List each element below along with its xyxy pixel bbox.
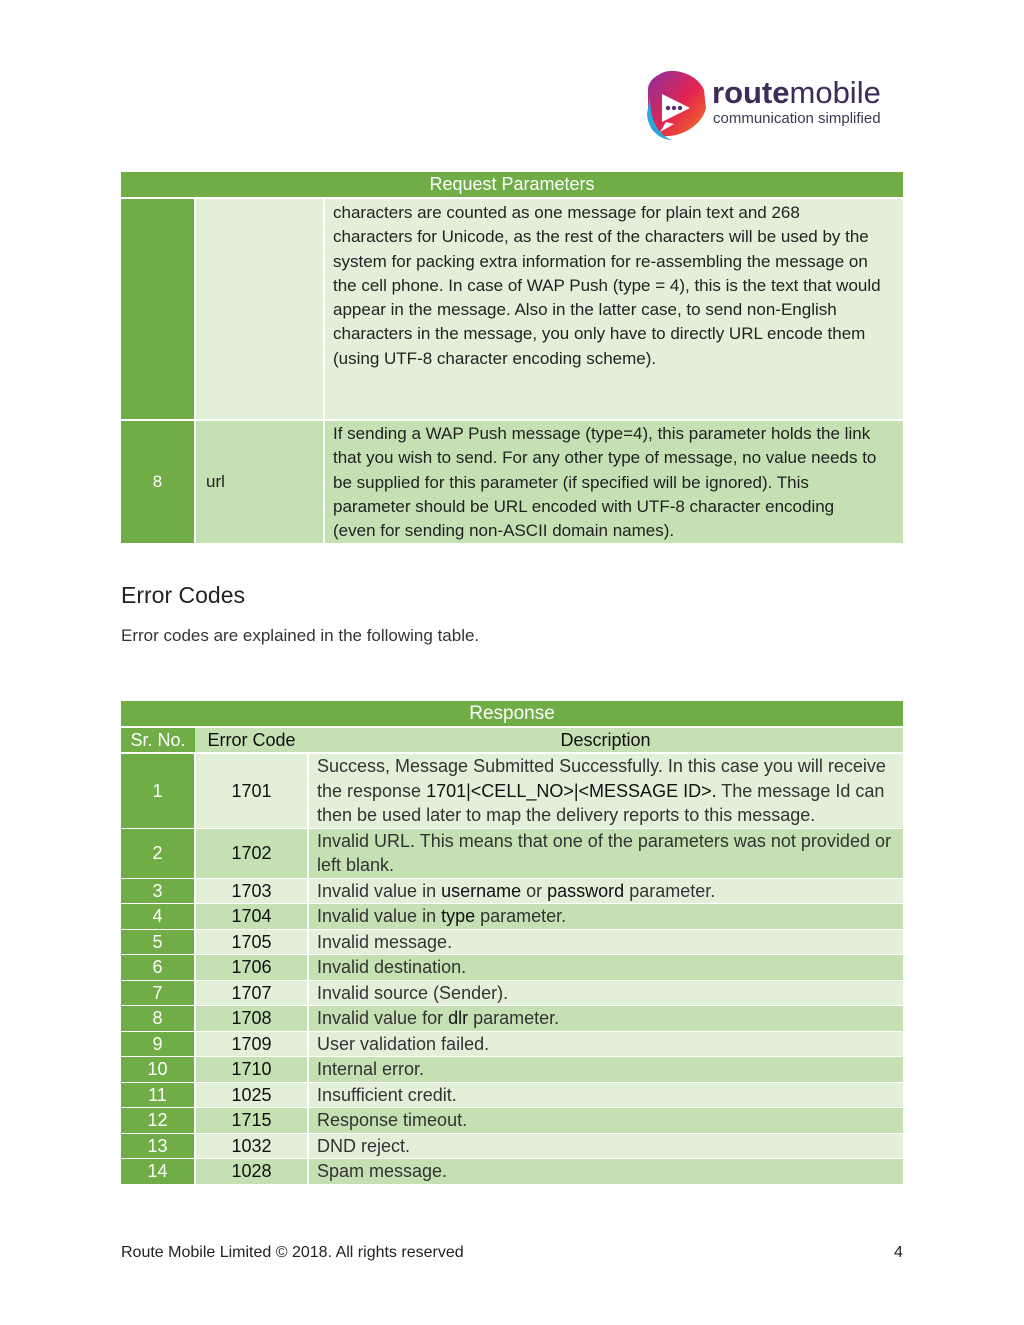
- sr-no-cell: 5: [121, 929, 195, 955]
- sr-no-cell: [121, 198, 195, 420]
- sr-no-cell: 8: [121, 1006, 195, 1032]
- table-row: [121, 904, 903, 930]
- description-text: parameter.: [624, 880, 716, 901]
- sr-no-cell: 1: [121, 753, 195, 828]
- parameter-name-cell: url: [195, 420, 324, 543]
- description-text: Internal error.: [317, 1059, 425, 1079]
- logo-word-light: mobile: [789, 75, 881, 110]
- description-cell: [308, 878, 903, 904]
- description-text: Success, Message Submitted Successfully. In this case you will receive the response: [317, 756, 886, 801]
- sr-no-cell: 9: [121, 1031, 195, 1057]
- logo-wordmark: [712, 76, 881, 110]
- error-code-cell: 1704: [195, 904, 308, 930]
- parameter-name-cell: [195, 198, 324, 420]
- response-table-title: Response: [121, 701, 903, 727]
- parameter-description-cell: characters are counted as one message for plain text and 268 characters for Unicode, as the rest of the characters will be used by the system for packing extra information for re-assembling the message on the cell phone. In case of WAP Push (type = 4), this is the text that would appear in the message. Also in the latter case, to send non-English characters in the message, you only have to directly URL encode them (using UTF-8 character encoding scheme).: [324, 198, 903, 420]
- description-keyword: password: [547, 880, 625, 901]
- error-code-cell: 1702: [195, 828, 308, 878]
- error-code-cell: 1025: [195, 1082, 308, 1108]
- logo-mark-icon: [646, 68, 708, 142]
- table-row: [121, 1031, 903, 1057]
- description-cell: [308, 1006, 903, 1032]
- error-code-cell: 1706: [195, 955, 308, 981]
- description-text: Invalid value for: [317, 1008, 449, 1028]
- description-cell: [308, 1159, 903, 1185]
- table-row: [121, 955, 903, 981]
- description-keyword: username: [441, 880, 522, 901]
- error-code-cell: 1707: [195, 980, 308, 1006]
- description-cell: [308, 929, 903, 955]
- table-row: [121, 1108, 903, 1134]
- description-text: Invalid value in: [317, 880, 442, 901]
- sr-no-cell: 13: [121, 1133, 195, 1159]
- description-cell: [308, 1108, 903, 1134]
- sr-no-cell: 14: [121, 1159, 195, 1185]
- column-header-description: Description: [308, 727, 903, 753]
- sr-no-cell: 4: [121, 904, 195, 930]
- response-table: [121, 701, 903, 1185]
- table-row: [121, 1133, 903, 1159]
- description-text: parameter.: [475, 906, 567, 926]
- description-keyword: 1701|<CELL_NO>|<MESSAGE ID>.: [426, 780, 717, 801]
- description-text: DND reject.: [317, 1135, 411, 1156]
- sr-no-cell: 6: [121, 955, 195, 981]
- error-code-cell: 1708: [195, 1006, 308, 1032]
- table-row: [121, 980, 903, 1006]
- footer-copyright: Route Mobile Limited © 2018. All rights reserved: [121, 1244, 464, 1261]
- table-row: [121, 753, 903, 828]
- error-code-cell: 1715: [195, 1108, 308, 1134]
- description-text: parameter.: [468, 1008, 560, 1028]
- sr-no-cell: 3: [121, 878, 195, 904]
- description-text: Invalid value in: [317, 906, 442, 926]
- table-row: [121, 1006, 903, 1032]
- table-row: [121, 929, 903, 955]
- description-text: User validation failed.: [317, 1033, 490, 1054]
- table-row: [121, 1159, 903, 1185]
- logo-word-bold: route: [712, 75, 790, 110]
- error-code-cell: 1710: [195, 1057, 308, 1083]
- error-code-cell: 1705: [195, 929, 308, 955]
- table-row: [121, 420, 903, 543]
- description-cell: [308, 955, 903, 981]
- sr-no-cell: 2: [121, 828, 195, 878]
- error-code-cell: 1709: [195, 1031, 308, 1057]
- description-text: Response timeout.: [317, 1110, 468, 1130]
- description-cell: [308, 753, 903, 828]
- route-mobile-logo: [646, 68, 906, 144]
- parameter-description-cell: If sending a WAP Push message (type=4), this parameter holds the link that you wish to send. For any other type of message, no value needs to be supplied for this parameter (if specified will be ignored). This parameter should be URL encoded with UTF-8 character encoding (even for sending non-ASCII domain names).: [324, 420, 903, 543]
- table-row: [121, 1057, 903, 1083]
- description-keyword: dlr: [448, 1008, 469, 1028]
- description-cell: [308, 828, 903, 878]
- error-code-cell: 1703: [195, 878, 308, 904]
- table-row: [121, 828, 903, 878]
- description-cell: [308, 1031, 903, 1057]
- description-keyword: type: [441, 906, 476, 926]
- description-text: Spam message.: [317, 1161, 448, 1181]
- page-number: 4: [894, 1244, 903, 1261]
- description-cell: [308, 904, 903, 930]
- column-header-error-code: Error Code: [195, 727, 308, 753]
- description-text: The message Id can then be used later to map the delivery reports to this message.: [317, 780, 885, 825]
- error-code-cell: 1028: [195, 1159, 308, 1185]
- request-parameters-table: [121, 172, 903, 543]
- description-cell: [308, 1133, 903, 1159]
- section-intro: Error codes are explained in the following table.: [121, 626, 480, 645]
- section-title: Error Codes: [121, 582, 245, 608]
- sr-no-cell: 10: [121, 1057, 195, 1083]
- request-table-title: Request Parameters: [121, 172, 903, 198]
- description-text: Insufficient credit.: [317, 1084, 457, 1105]
- description-cell: [308, 980, 903, 1006]
- description-text: Invalid URL. This means that one of the parameters was not provided or left blank.: [317, 830, 891, 875]
- table-row: [121, 878, 903, 904]
- table-row: [121, 198, 903, 420]
- sr-no-cell: 8: [121, 420, 195, 543]
- sr-no-cell: 11: [121, 1082, 195, 1108]
- description-text: or: [521, 880, 548, 901]
- column-header-sr-no: Sr. No.: [121, 727, 195, 753]
- description-cell: [308, 1057, 903, 1083]
- description-text: Invalid destination.: [317, 957, 467, 977]
- description-cell: [308, 1082, 903, 1108]
- error-code-cell: 1032: [195, 1133, 308, 1159]
- description-text: Invalid source (Sender).: [317, 982, 509, 1003]
- error-code-cell: 1701: [195, 753, 308, 828]
- sr-no-cell: 12: [121, 1108, 195, 1134]
- sr-no-cell: 7: [121, 980, 195, 1006]
- description-text: Invalid message.: [317, 931, 453, 952]
- logo-tagline: communication simplified: [713, 110, 881, 127]
- table-row: [121, 1082, 903, 1108]
